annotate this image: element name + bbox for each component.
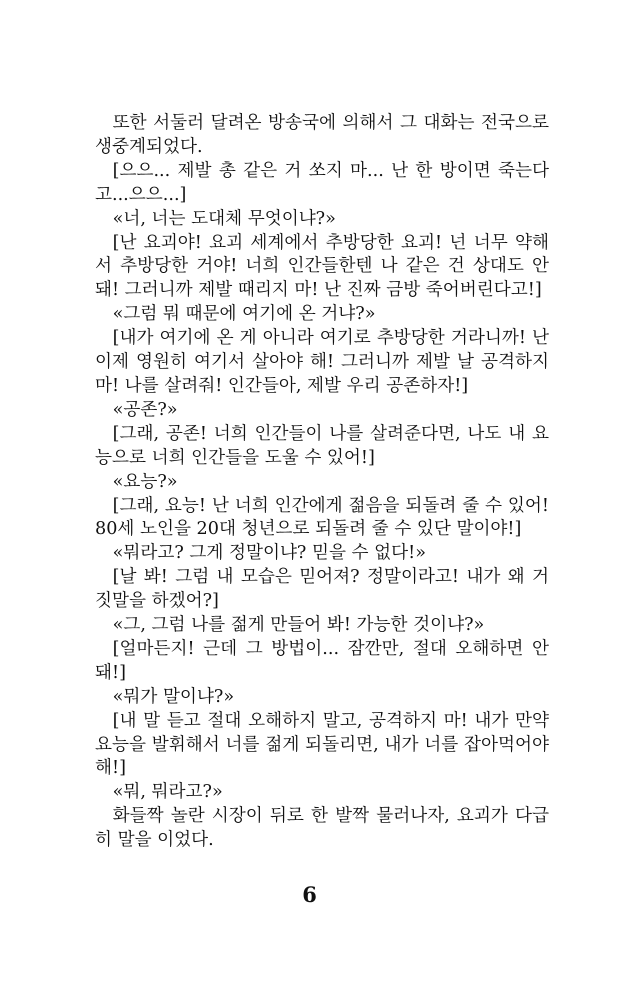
paragraph-8: [그래, 공존! 너희 인간들이 나를 살려준다면, 나도 내 요능으로 너희 인간들을 도울 수 있어!] <box>95 423 549 468</box>
paragraph-2: [으으... 제발 총 같은 거 쏘지 마... 난 한 방이면 죽는다고...으으...] <box>95 160 549 205</box>
paragraph-16: [내 말 듣고 절대 오해하지 말고, 공격하지 마! 내가 만약 요능을 발휘해서 너를 젊게 되돌리면, 내가 너를 잡아먹어야 해!] <box>95 710 549 779</box>
paragraph-1: 또한 서둘러 달려온 방송국에 의해서 그 대화는 전국으로 생중계되었다. <box>95 113 549 157</box>
paragraph-3: «너, 너는 도대체 무엇이냐?» <box>112 208 336 229</box>
paragraph-17: «뭐, 뭐라고?» <box>112 782 223 803</box>
paragraph-11: «뭐라고? 그게 정말이냐? 믿을 수 없다!» <box>112 543 426 564</box>
paragraph-10: [그래, 요능! 난 너희 인간에게 젊음을 되돌려 줄 수 있어! 80세 노인을 20대 청년으로 되돌려 줄 수 있단 말이야!] <box>95 495 549 540</box>
paragraph-13: «그, 그럼 나를 젊게 만들어 봐! 가능한 것이냐?» <box>112 615 485 636</box>
paragraph-15: «뭐가 말이냐?» <box>112 686 235 707</box>
page-number: 6 <box>302 882 317 907</box>
paragraph-4: [난 요괴야! 요괴 세계에서 추방당한 요괴! 넌 너무 약해서 추방당한 거야! 너희 인간들한텐 나 같은 건 상대도 안 돼! 그러니까 제발 때리지 마! 난 진짜 금방 죽어버린다고!] <box>95 232 549 301</box>
paragraph-7: «공존?» <box>112 399 178 420</box>
paragraph-12: [날 봐! 그럼 내 모습은 믿어져? 정말이라고! 내가 왜 거짓말을 하겠어?] <box>95 567 549 612</box>
paragraph-6: [내가 여기에 온 게 아니라 여기로 추방당한 거라니까! 난 이제 영원히 여기서 살아야 해! 그러니까 제발 날 공격하지 마! 나를 살려줘! 인간들아, 제발 우리 공존하자!] <box>95 328 549 396</box>
paragraph-5: «그럼 뭐 때문에 여기에 온 거냐?» <box>112 304 376 325</box>
paragraph-18: 화들짝 놀란 시장이 뒤로 한 발짝 물러나자, 요괴가 다급히 말을 이었다. <box>95 806 549 851</box>
page-body <box>95 112 549 853</box>
paragraph-9: «요능?» <box>112 471 178 492</box>
paragraph-14: [얼마든지! 근데 그 방법이... 잠깐만, 절대 오해하면 안 돼!] <box>95 638 549 683</box>
